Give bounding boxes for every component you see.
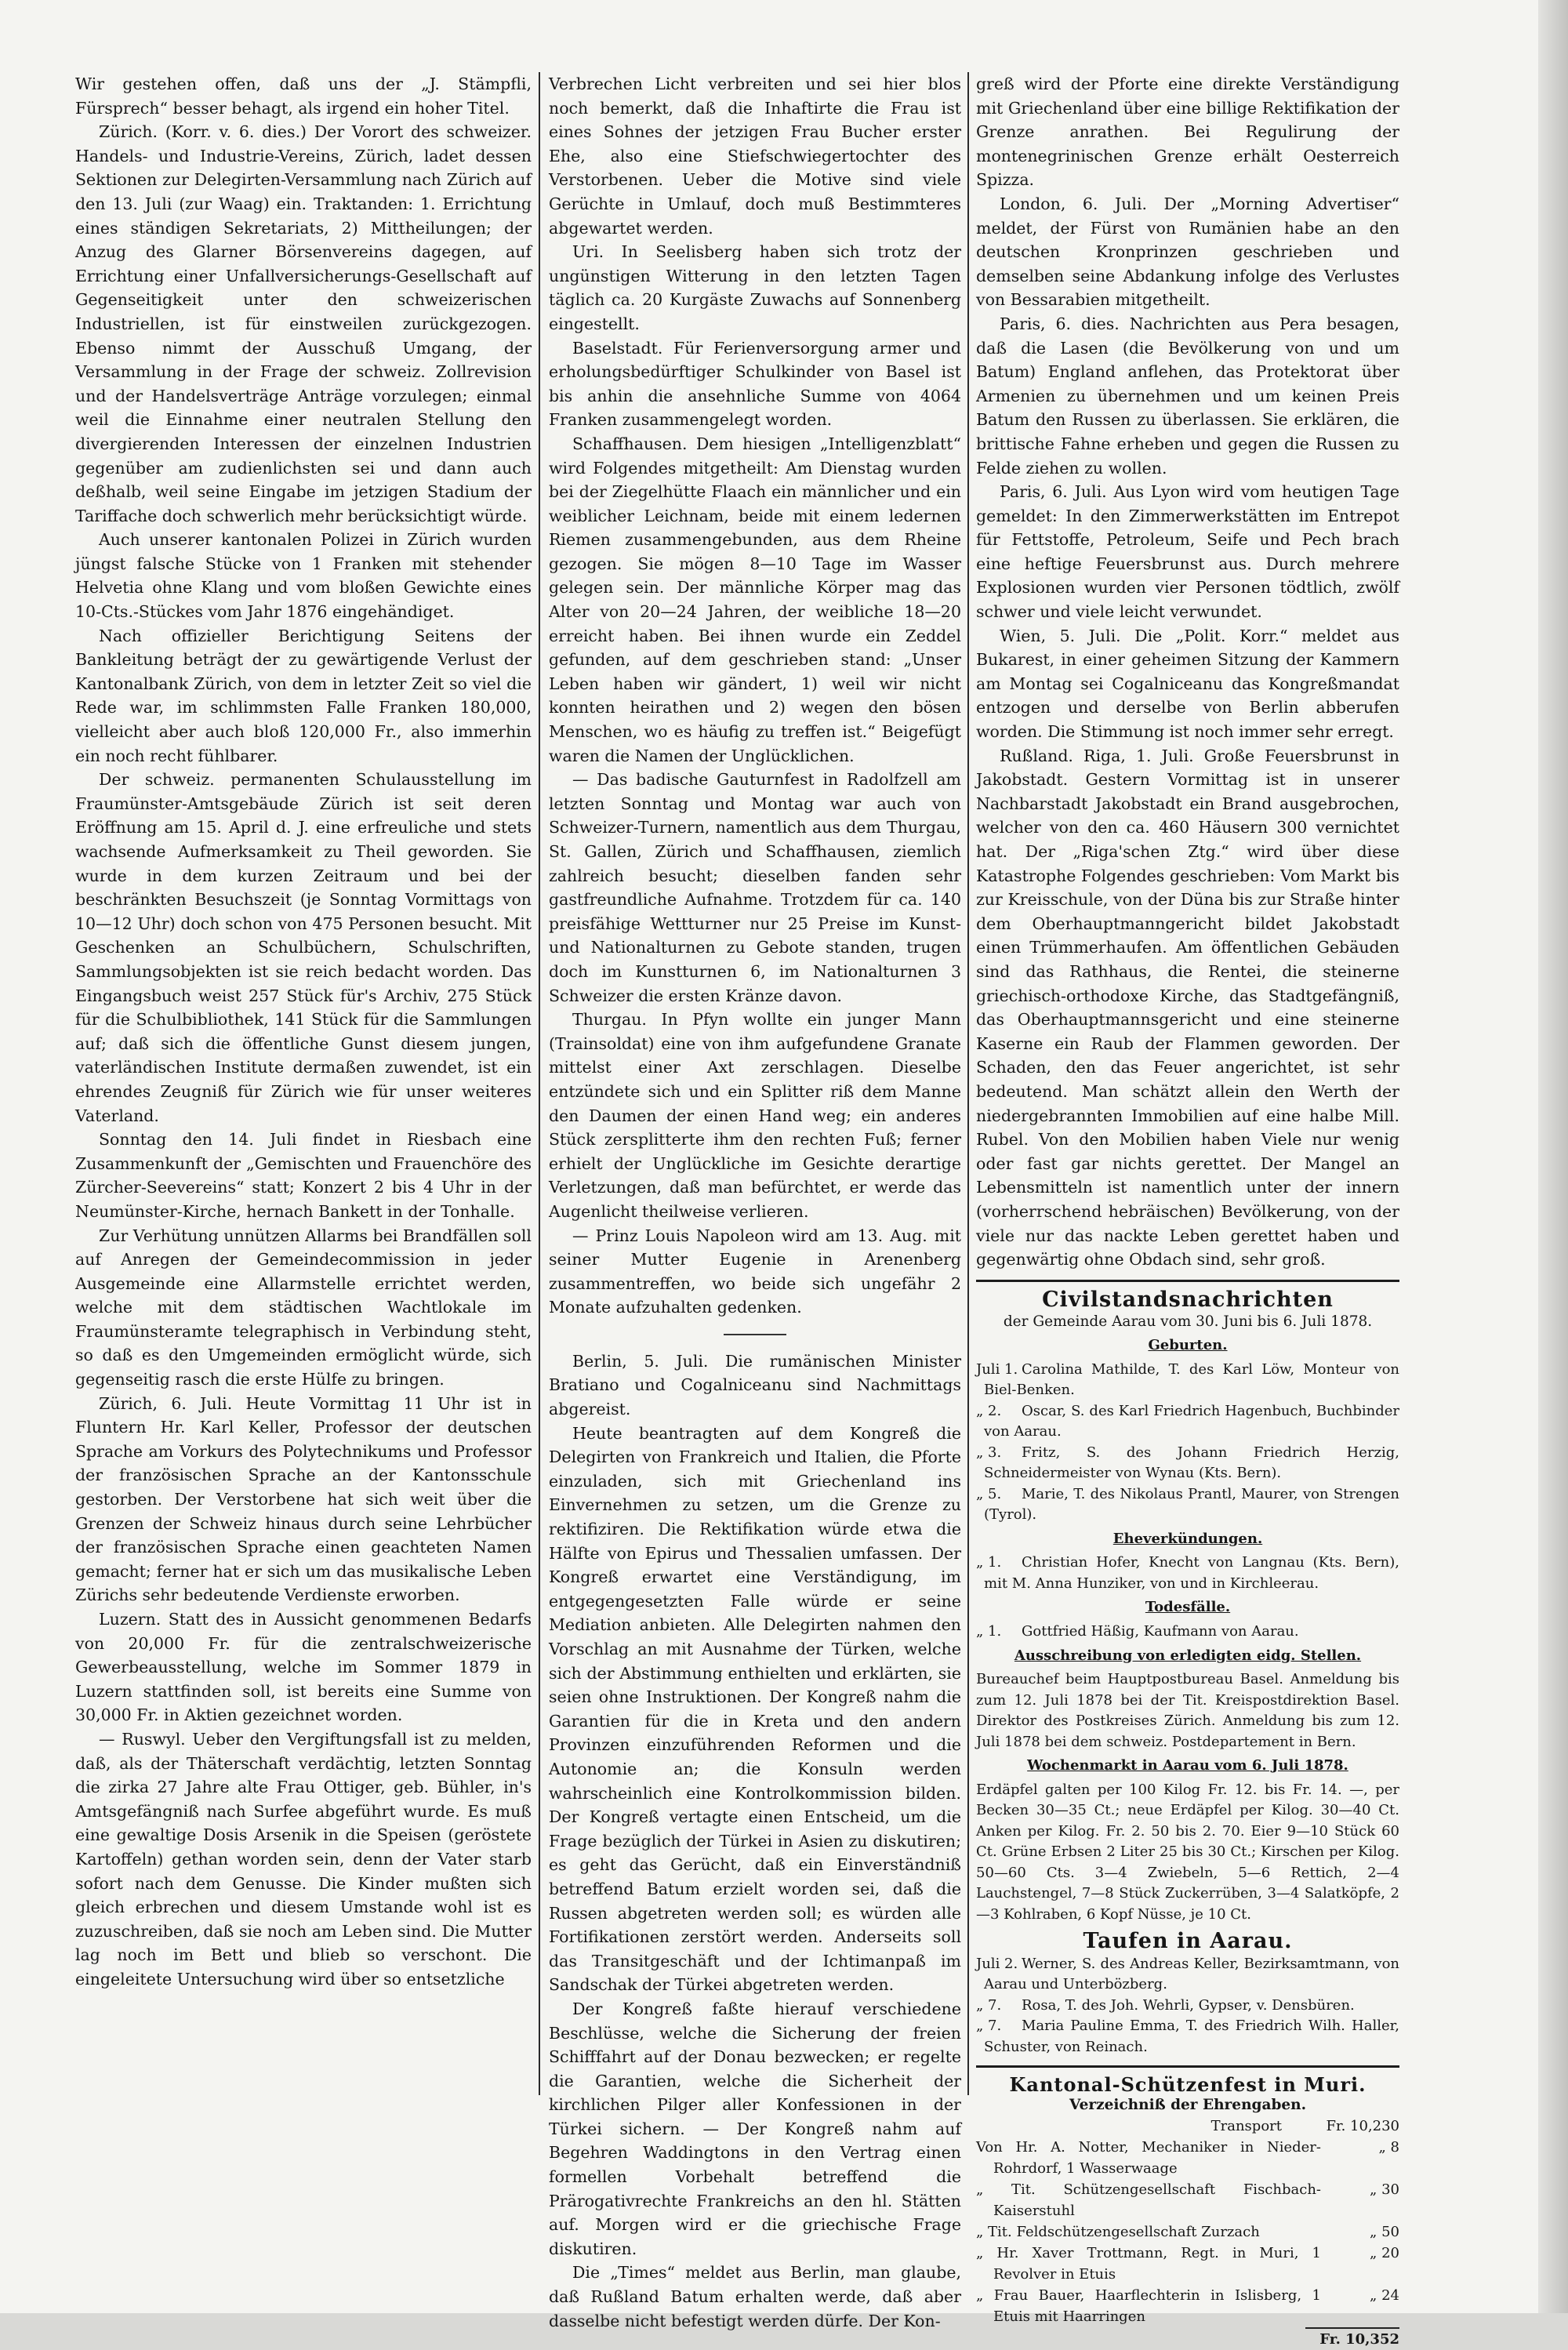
article-paragraph: Baselstadt. Für Ferienversorgung armer und erholungsbedürftiger Schulkinder von Basel ist bis anhin die ansehnliche Summe von 4064 Franken zusammengelegt worden. xyxy=(549,338,961,430)
section-divider xyxy=(976,2065,1399,2068)
article-paragraph: Auch unserer kantonalen Polizei in Zürich wurden jüngst falsche Stücke von 1 Franken mit stehender Helvetia ohne Klang und vom bloßen Gewichte eines 10-Cts.-Stückes vom Jahr 1876 eingehändiget. xyxy=(75,530,532,622)
list-item: „ 2. Oscar, S. des Karl Friedrich Hagenbuch, Buchbinder von Aarau. xyxy=(976,1402,1399,1440)
list-item: „ 1. Christian Hofer, Knecht von Langnau (Kts. Bern), mit M. Anna Hunziker, von und in Kirchleerau. xyxy=(976,1554,1399,1592)
shooting-fest-prizes xyxy=(976,2074,1399,2350)
column-1 xyxy=(75,72,532,1992)
column-rule-2 xyxy=(967,72,969,2095)
column-2 xyxy=(549,72,961,2333)
article-paragraph: Verbrechen Licht verbreiten und sei hier blos noch bemerkt, daß die Inhaftirte die Frau ist eines Sohnes der jetzigen Frau Bucher erster Ehe, also eine Stiefschwiegertochter des Verstorbenen. Ueber die Motive sind viele Gerüchte in Umlauf, doch muß Bestimmteres abgewartet werden. xyxy=(549,74,961,238)
deaths-heading: Todesfälle. xyxy=(1145,1599,1231,1616)
article-paragraph: Thurgau. In Pfyn wollte ein junger Mann (Trainsoldat) eine von ihm aufgefundene Granate mittelst einer Axt zerschlagen. Dieselbe entzündete sich und ein Splitter riß dem Manne den Daumen der einen Hand weg; ein anderes Stück zersplitterte ihm den rechten Fuß; ferner erhielt der Unglückliche im Gesichte derartige Verletzungen, daß man befürchtet, er werde das Augenlicht theilweise verlieren. xyxy=(549,1010,961,1221)
prizes-total: Fr. 10,352 xyxy=(1305,2327,1399,2350)
article-paragraph: Zürich. (Korr. v. 6. dies.) Der Vorort des schweizer. Handels- und Industrie-Vereins, Zürich, ladet dessen Sektionen zur Delegirten-Versammlung nach Zürich auf den 13. Juli (zur Waag) ein. Traktanden: 1. Errichtung eines ständigen Sekretariats, 2) Mittheilungen; der Anzug des Glarner Börsenvereins dagegen, auf Errichtung einer Unfallversicherungs-Gesellschaft auf Gegenseitigkeit unter den schweizerischen Industriellen, ist für einstweilen zurückgezogen. Ebenso nimmt der Ausschuß Umgang, der Versammlung in der Frage der schweiz. Zollrevision und der Handelsverträge Anträge vorzulegen; einmal weil die Einnahme einer neutralen Stellung den divergierenden Interessen der einzelnen Industrien gegenüber am zudienlichsten sei und dann auch deßhalb, weil seine Eingabe im jetzigen Stadium der Tariffache doch schwerlich mehr berücksichtigt würde. xyxy=(75,122,532,525)
article-paragraph: Berlin, 5. Juli. Die rumänischen Minister Bratiano und Cogalniceanu sind Nachmittags abgereist. xyxy=(549,1351,961,1419)
list-item: „ 7. Maria Pauline Emma, T. des Friedrich Wilh. Haller, Schuster, von Reinach. xyxy=(976,2018,1399,2055)
article-paragraph: Uri. In Seelisberg haben sich trotz der ungünstigen Witterung in den letzten Tagen täglich ca. 20 Kurgäste Zuwachs auf Sonnenberg eingestellt. xyxy=(549,242,961,333)
article-paragraph: Heute beantragten auf dem Kongreß die Delegirten von Frankreich und Italien, die Pforte einzuladen, sich mit Griechenland ins Einvernehmen zu setzen, um die Grenze zu rektifiziren. Die Rektifikation würde etwa die Hälfte von Epirus und Thessalien umfassen. Der Kongreß erwartet eine Verständigung, im entgegengesetzten Falle würde er seine Mediation anbieten. Alle Delegirten nahmen den Vorschlag an mit Ausnahme der Türken, welche sich der Abstimmung enthielten und erklärten, sie seien ohne Instruktionen. Der Kongreß nahm die Garantien für die in Kreta und den andern Provinzen einzuführenden Reformen und die Autonomie an; die Konsuln werden wahrscheinlich eine Kontrolkommission bilden. Der Kongreß vertagte einen Entscheid, um die Frage bezüglich der Türkei in Asien zu diskutiren; es geht das Gerücht, daß ein Einverständniß betreffend Batum erzielt worden sei, daß die Russen abgetreten werden soll; es würden alle Fortifikationen zerstört werden. Anderseits soll das Transitgeschäft und der Ichtimanpaß im Sandschak der Türkei abgetreten werden. xyxy=(549,1423,961,1995)
list-item: „ 1. Gottfried Häßig, Kaufmann von Aarau. xyxy=(976,1623,1299,1640)
list-item: Juli 2. Werner, S. des Andreas Keller, Bezirksamtmann, von Aarau und Unterbözberg. xyxy=(976,1955,1399,1993)
table-row: Von Hr. A. Notter, Mechaniker in Nieder-Rohrdorf, 1 Wasserwaage „ 8 xyxy=(976,2139,1399,2177)
article-paragraph: Der schweiz. permanenten Schulausstellung im Fraumünster-Amtsgebäude Zürich ist seit deren Eröffnung am 15. April d. J. eine erfreuliche und stets wachsende Aufmerksamkeit zu Theil geworden. Sie wurde in dem kurzen Zeitraum und bei der beschränkten Besuchszeit (je Sonntag Vormittags von 10—12 Uhr) doch schon von 475 Personen besucht. Mit Geschenken an Schulbüchern, Schulschriften, Sammlungsobjekten ist sie reich bedacht worden. Das Eingangsbuch weist 257 Stück für's Archiv, 275 Stück für die Schulbibliothek, 141 Stück für die Sammlungen auf; daß sich die öffentliche Gunst diesem jungen, vaterländischen Institute dermaßen zuwendet, ist ein ehrendes Zeugniß für Zürich wie für unser weiteres Vaterland. xyxy=(75,770,532,1125)
table-row: „ Tit. Schützengesellschaft Fischbach-Kaiserstuhl „ 30 xyxy=(976,2181,1399,2220)
civil-register xyxy=(976,1288,1399,2058)
baptisms-title: Taufen in Aarau. xyxy=(1083,1929,1293,1954)
section-separator xyxy=(724,1334,786,1335)
posts-heading: Ausschreibung von erledigten eidg. Stellen. xyxy=(1014,1647,1362,1664)
civil-register-title: Civilstandsnachrichten xyxy=(1042,1287,1334,1312)
births-heading: Geburten. xyxy=(1148,1337,1228,1354)
list-item: „ 5. Marie, T. des Nikolaus Prantl, Maurer, von Strengen (Tyrol). xyxy=(976,1485,1399,1524)
civil-register-subtitle: der Gemeinde Aarau vom 30. Juni bis 6. Juli 1878. xyxy=(1003,1313,1373,1331)
article-paragraph: Rußland. Riga, 1. Juli. Große Feuersbrunst in Jakobstadt. Gestern Vormittag ist in unserer Nachbarstadt Jakobstadt ein Brand ausgebrochen, welcher von den ca. 460 Häusern 300 vernichtet hat. Der „Riga'schen Ztg.“ wird über diese Katastrophe Folgendes geschrieben: Vom Markt bis zur Kreisschule, von der Düna bis zur Straße hinter dem Oberhauptmanngericht bildet Jakobstadt einen Trümmerhaufen. Am öffentlichen Gebäuden sind das Rathhaus, die Rentei, die steinerne griechisch-orthodoxe Kirche, das Stadtgefängniß, das Oberhauptmannsgericht und eine steinerne Kaserne ein Raub der Flammen geworden. Der Schaden, den das Feuer angerichtet, ist sehr bedeutend. Man schätzt allein den Werth der niedergebrannten Immobilien auf eine halbe Mill. Rubel. Von den Mobilien haben Viele nur wenig oder fast gar nichts gerettet. Der Mangel an Lebensmitteln ist namentlich unter der innern (vorherrschend hebräischen) Bevölkerung, von der viele nur das nackte Leben gerettet haben und gegenwärtig ohne Obdach sind, sehr groß. xyxy=(976,746,1399,1269)
table-row: „ Frau Bauer, Haarflechterin in Islisberg, 1 Etuis mit Haarringen „ 24 xyxy=(976,2287,1399,2326)
article-paragraph: Schaffhausen. Dem hiesigen „Intelligenzblatt“ wird Folgendes mitgetheilt: Am Dienstag wurden bei der Ziegelhütte Flaach ein männlicher und ein weiblicher Leichnam, beide mit einem ledernen Riemen zusammengebunden, aus dem Rheine gezogen. Sie mögen 8—10 Tage im Wasser gelegen sein. Der männliche Körper mag das Alter von 20—24 Jahren, der weibliche 18—20 erreicht haben. Bei ihnen wurde ein Zeddel gefunden, auf dem geschrieben stand: „Unser Leben haben wir gändert, 1) weil wir nicht konnten heirathen und 2) wegen den bösen Menschen, wo es häufig zu treffen ist.“ Beigefügt waren die Namen der Unglücklichen. xyxy=(549,434,961,765)
article-paragraph: Zürich, 6. Juli. Heute Vormittag 11 Uhr ist in Fluntern Hr. Karl Keller, Professor der deutschen Sprache am Vorkurs des Polytechnikums und Professor der französischen Sprache an der Kantonsschule gestorben. Der Verstorbene hat sich weit über die Grenzen der Schweiz hinaus durch seine Lehrbücher der französischen Sprache einen geachteten Namen gemacht; ferner hat er sich um das musikalische Leben Zürichs sehr bedeutende Verdienste erworben. xyxy=(75,1393,532,1605)
prizes-subtitle: Verzeichniß der Ehrengaben. xyxy=(1069,2097,1307,2114)
list-item: Juli 1. Carolina Mathilde, T. des Karl Löw, Monteur von Biel-Benken. xyxy=(976,1360,1399,1399)
article-paragraph: Der Kongreß faßte hierauf verschiedene Beschlüsse, welche die Sicherung der freien Schifffahrt auf der Donau bezwecken; er regelte die Garantien, welche die Sicherheit der kirchlichen Pilger aller Konfessionen in der Türkei sichern. — Der Kongreß nahm auf Begehren Waddingtons in den Vertrag einen formellen Vorbehalt betreffend die Prärogativrechte Frankreichs an den hl. Stätten auf. Morgen wird er die griechische Frage diskutiren. xyxy=(549,1999,961,2258)
page-edge-shadow xyxy=(1538,0,1568,2313)
article-paragraph: London, 6. Juli. Der „Morning Advertiser“ meldet, der Fürst von Rumänien habe an den deutschen Kronprinzen geschrieben und demselben seine Abdankung infolge des Verlustes von Bessarabien mitgetheilt. xyxy=(976,194,1399,310)
article-paragraph: Luzern. Statt des in Aussicht genommenen Bedarfs von 20,000 Fr. für die zentralschweizerische Gewerbeausstellung, welche im Sommer 1879 in Luzern stattfinden soll, ist bereits eine Summe von 30,000 Fr. in Aktien gezeichnet worden. xyxy=(75,1610,532,1725)
market-text: Erdäpfel galten per 100 Kilog Fr. 12. bis Fr. 14. —, per Becken 30—35 Ct.; neue Erdäpfel per Kilog. 30—40 Ct. Anken per Kilog. Fr. 2. 50 bis 2. 70. Eier 9—10 Stück 60 Ct. Grüne Erbsen 2 Liter 25 bis 30 Ct.; Kirschen per Kilog. 50—60 Cts. 3—4 Zwiebeln, 5—6 Rettich, 2—4 Lauchstengel, 7—8 Stück Zuckerrüben, 3—4 Salatköpfe, 2—3 Kohlraben, 6 Kopf Nüsse, je 10 Ct. xyxy=(976,1781,1399,1923)
column-rule-1 xyxy=(539,72,540,2095)
article-paragraph: greß wird der Pforte eine direkte Verständigung mit Griechenland über eine billige Rektifikation der Grenze anrathen. Bei Regulirung der montenegrinischen Grenze erhält Oesterreich Spizza. xyxy=(976,74,1399,190)
section-divider xyxy=(976,1280,1399,1282)
table-row: „ Hr. Xaver Trottmann, Regt. in Muri, 1 Revolver in Etuis „ 20 xyxy=(976,2245,1399,2283)
article-paragraph: Nach offizieller Berichtigung Seitens der Bankleitung beträgt der zu gewärtigende Verlust der Kantonalbank Zürich, von dem in letzter Zeit so viel die Rede war, im schlimmsten Falle Franken 180,000, vielleicht aber auch bloß 120,000 Fr., also immerhin ein noch recht fühlbarer. xyxy=(75,626,532,765)
article-paragraph: — Prinz Louis Napoleon wird am 13. Aug. mit seiner Mutter Eugenie in Arenenberg zusammentreffen, wo beide sich ungefähr 2 Monate aufzuhalten gedenken. xyxy=(549,1226,961,1317)
prizes-title: Kantonal-Schützenfest in Muri. xyxy=(1009,2073,1367,2097)
posts-text: Bureauchef beim Hauptpostbureau Basel. Anmeldung bis zum 12. Juli 1878 bei der Tit. Kreispostdirektion Basel. Direktor des Postkreises Zürich. Anmeldung bis zum 12. Juli 1878 bei dem schweiz. Postdepartement in Bern. xyxy=(976,1671,1399,1750)
market-heading: Wochenmarkt in Aarau vom 6. Juli 1878. xyxy=(1027,1757,1348,1774)
article-paragraph: Sonntag den 14. Juli findet in Riesbach eine Zusammenkunft der „Gemischten und Frauenchöre des Zürcher-Seevereins“ statt; Konzert 2 bis 4 Uhr in der Neumünster-Kirche, hernach Bankett in der Tonhalle. xyxy=(75,1130,532,1221)
list-item: „ 7. Rosa, T. des Joh. Wehrli, Gypser, v. Densbüren. xyxy=(976,1996,1355,2014)
column-3 xyxy=(976,72,1399,2350)
article-paragraph: Wir gestehen offen, daß uns der „J. Stämpfli, Fürsprech“ besser behagt, als irgend ein hoher Titel. xyxy=(75,74,532,118)
banns-heading: Eheverkündungen. xyxy=(1112,1530,1263,1547)
list-item: „ 3. Fritz, S. des Johann Friedrich Herzig, Schneidermeister von Wynau (Kts. Bern). xyxy=(976,1444,1399,1482)
article-paragraph: — Ruswyl. Ueber den Vergiftungsfall ist zu melden, daß, als der Thäterschaft verdächtig, letzten Sonntag die zirka 27 Jahre alte Frau Ottiger, geb. Bühler, in's Amtsgefängniß nach Surfee abgeführt wurde. Es muß eine gewaltige Dosis Arsenik in die Speisen (geröstete Kartoffeln) gethan worden sein, denn der Vater starb sofort nach dem Genusse. Die Kinder mußten sich gleich erbrechen und diesem Umstande wohl ist es zuzuschreiben, daß sie noch am Leben sind. Die Mutter lag noch im Bett und blieb so verschont. Die eingeleitete Untersuchung wird über so entsetzliche xyxy=(75,1729,532,1989)
article-paragraph: Paris, 6. dies. Nachrichten aus Pera besagen, daß die Lasen (die Bevölkerung von und um Batum) England anflehen, das Protektorat über Armenien zu übernehmen und um keinen Preis Batum den Russen zu überlassen. Sie erklären, die brittische Fahne erheben und gegen die Russen zu Felde ziehen zu wollen. xyxy=(976,314,1399,478)
table-row: „ Tit. Feldschützengesellschaft Zurzach „ 50 xyxy=(976,2224,1399,2241)
article-paragraph: Wien, 5. Juli. Die „Polit. Korr.“ meldet aus Bukarest, in einer geheimen Sitzung der Kammern am Montag sei Cogalniceanu das Kongreßmandat entzogen und derselbe von Berlin abberufen worden. Die Stimmung ist noch immer sehr erregt. xyxy=(976,626,1399,742)
article-paragraph: Die „Times“ meldet aus Berlin, man glaube, daß Rußland Batum erhalten werde, daß aber dasselbe nicht befestigt werden dürfe. Der Kon- xyxy=(549,2263,961,2330)
article-paragraph: Paris, 6. Juli. Aus Lyon wird vom heutigen Tage gemeldet: In den Zimmerwerkstätten im Entrepot für Fettstoffe, Petroleum, Seife und Pech brach eine heftige Feuersbrunst aus. Durch mehrere Explosionen wurden vier Personen tödtlich, zwölf schwer und viele leicht verwundet. xyxy=(976,482,1399,622)
article-paragraph: Zur Verhütung unnützen Allarms bei Brandfällen soll auf Anregen der Gemeindecommission in jeder Ausgemeinde eine Allarmstelle errichtet werden, welche mit dem städtischen Wachtlokale im Fraumünsteramte telegraphisch in Verbindung steht, so daß es den Umgemeinden ermöglicht würde, sich gegenseitig rasch die erste Hülfe zu bringen. xyxy=(75,1226,532,1389)
transport-row: Transport Fr. 10,230 xyxy=(1210,2118,1399,2135)
article-paragraph: — Das badische Gauturnfest in Radolfzell am letzten Sonntag und Montag war auch von Schweizer-Turnern, namentlich aus dem Thurgau, St. Gallen, Zürich und Schaffhausen, ziemlich zahlreich besucht; dieselben fanden sehr gastfreundliche Aufnahme. Trotzdem für ca. 140 preisfähige Wettturner nur 25 Preise im Kunst- und Nationalturnen zu Gebote standen, trugen doch im Kunstturnen 6, im Nationalturnen 3 Schweizer die ersten Kränze davon. xyxy=(549,770,961,1005)
